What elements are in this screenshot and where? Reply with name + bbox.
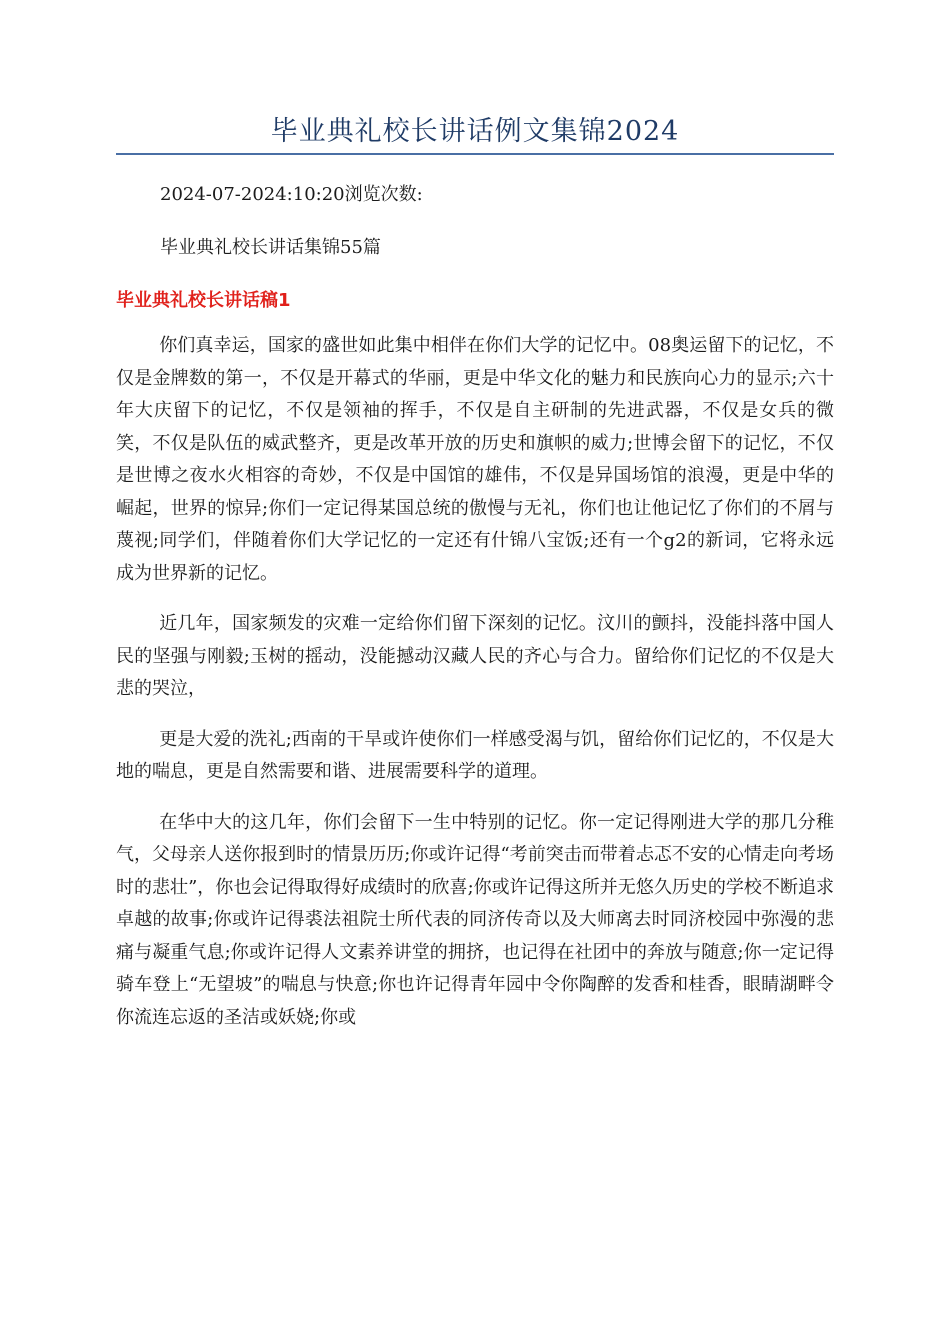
document-title: 毕业典礼校长讲话例文集锦2024: [270, 116, 680, 147]
document-body: [116, 330, 834, 1052]
paragraph-4: 在华中大的这几年，你们会留下一生中特别的记忆。你一定记得刚进大学的那几分稚气，父母亲人送你报到时的情景历历;你或许记得“考前突击而带着忐忑不安的心情走向考场时的悲壮”，你也会记得取得好成绩时的欣喜;你或许记得这所并无悠久历史的学校不断追求卓越的故事;你或许记得裘法祖院士所代表的同济传奇以及大师离去时同济校园中弥漫的悲痛与凝重气息;你或许记得人文素养讲堂的拥挤，也记得在社团中的奔放与随意;你一定记得骑车登上“无望坡”的喘息与快意;你也许记得青年园中令你陶醉的发香和桂香，眼睛湖畔令你流连忘返的圣洁或妖娆;你或: [116, 811, 834, 1028]
paragraph-1: 你们真幸运，国家的盛世如此集中相伴在你们大学的记忆中。08奥运留下的记忆，不仅是金牌数的第一，不仅是开幕式的华丽，更是中华文化的魅力和民族向心力的显示;六十年大庆留下的记忆，不仅是领袖的挥手，不仅是自主研制的先进武器，不仅是女兵的微笑，不仅是队伍的威武整齐，更是改革开放的历史和旗帜的威力;世博会留下的记忆，不仅是世博之夜水火相容的奇妙，不仅是中国馆的雄伟，不仅是异国场馆的浪漫，更是中华的崛起，世界的惊异;你们一定记得某国总统的傲慢与无礼，你们也让他记忆了你们的不屑与蔑视;同学们，伴随着你们大学记忆的一定还有什锦八宝饭;还有一个g2的新词，它将永远成为世界新的记忆。: [116, 335, 834, 584]
publish-meta: 2024-07-2024:10:20浏览次数:: [160, 184, 423, 205]
section-heading: 毕业典礼校长讲话稿1: [116, 290, 291, 311]
collection-subtitle: 毕业典礼校长讲话集锦55篇: [160, 237, 381, 258]
paragraph-3: 更是大爱的洗礼;西南的干旱或许使你们一样感受渴与饥，留给你们记忆的，不仅是大地的喘息，更是自然需要和谐、进展需要科学的道理。: [116, 728, 834, 782]
paragraph-2: 近几年，国家频发的灾难一定给你们留下深刻的记忆。汶川的颤抖，没能抖落中国人民的坚强与刚毅;玉树的摇动，没能撼动汉藏人民的齐心与合力。留给你们记忆的不仅是大悲的哭泣，: [116, 613, 834, 699]
title-underline: [116, 153, 834, 155]
